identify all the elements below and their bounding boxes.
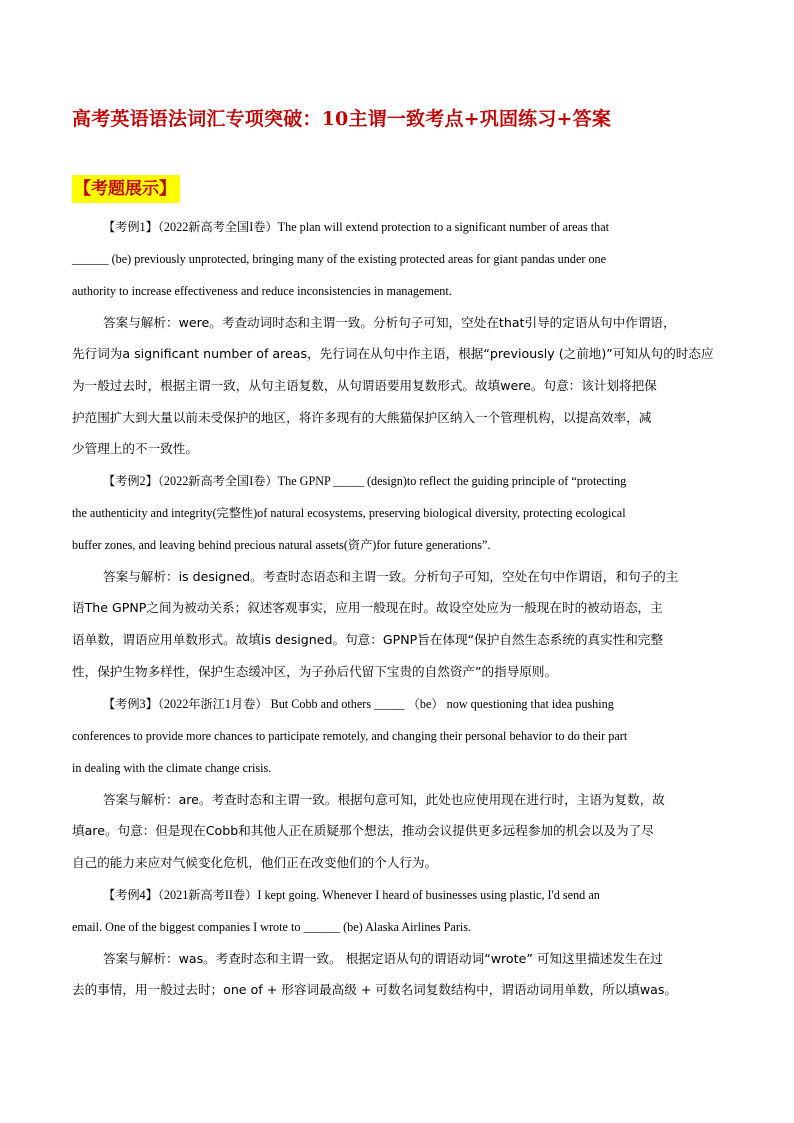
example-3-answer-line-2: 填are。句意：但是现在Cobb和其他人正在质疑那个想法，推动会议提供更多远程参加的机会以及为了尽 <box>72 823 654 838</box>
example-2-question-line-3: buffer zones, and leaving behind precious natural assets(资产)for future generations”. <box>72 538 491 552</box>
section-heading: 【考题展示】 <box>72 175 180 203</box>
example-4-question-line-1: 【考例4】（2021新高考II卷）I kept going. Whenever I heard of businesses using plastic, I'd send an <box>103 888 600 902</box>
example-2-answer-line-4: 性，保护生物多样性，保护生态缓冲区，为子孙后代留下宝贵的自然资产”的指导原则。 <box>72 664 558 679</box>
example-2-answer-line-3: 语单数，谓语应用单数形式。故填is designed。句意：GPNP旨在体现“保护自然生态系统的真实性和完整 <box>72 632 664 647</box>
example-2-answer-line-1: 答案与解析：is designed。考查时态语态和主谓一致。分析句子可知，空处在句中作谓语，和句子的主 <box>103 569 679 584</box>
example-3-answer-line-3: 自己的能力来应对气候变化危机，他们正在改变他们的个人行为。 <box>72 855 438 870</box>
example-1-answer-line-2: 先行词为a significant number of areas，先行词在从句中作主语，根据“previously (之前地)”可知从句的时态应 <box>72 346 714 361</box>
example-2-answer-line-2: 语The GPNP之间为被动关系；叙述客观事实，应用一般现在时。故设空处应为一般现在时的被动语态，主 <box>72 600 663 615</box>
example-1-question-line-1: 【考例1】（2022新高考全国I卷）The plan will extend protection to a significant number of areas that <box>103 220 610 234</box>
example-1-question-line-3: authority to increase effectiveness and reduce inconsistencies in management. <box>72 284 452 298</box>
example-4-question-line-2: email. One of the biggest companies I wrote to ______ (be) Alaska Airlines Paris. <box>72 920 472 934</box>
example-1-answer-line-4: 护范围扩大到大量以前未受保护的地区，将许多现有的大熊猫保护区纳入一个管理机构，以提高效率，减 <box>72 410 652 425</box>
document-title: 高考英语语法词汇专项突破：10主谓一致考点+巩固练习+答案 <box>72 108 612 130</box>
example-4-answer-line-1: 答案与解析：was。考查时态和主谓一致。 根据定语从句的谓语动词“wrote” 可知这里描述发生在过 <box>103 951 663 966</box>
example-2-question-line-2: the authenticity and integrity(完整性)of natural ecosystems, preserving biological diversity, protecting ecological <box>72 506 626 520</box>
example-3-question-line-2: conferences to provide more chances to participate remotely, and changing their personal behavior to do their part <box>72 729 628 743</box>
example-1-answer-line-1: 答案与解析：were。考查动词时态和主谓一致。分析句子可知，空处在that引导的定语从句中作谓语， <box>103 315 676 330</box>
example-3-question-line-1: 【考例3】（2022年浙江1月卷） But Cobb and others _____ （be） now questioning that idea pushing <box>103 697 614 711</box>
example-1-answer-line-5: 少管理上的不一致性。 <box>72 441 198 456</box>
example-4-answer-line-2: 去的事情，用一般过去时；one of + 形容词最高级 + 可数名词复数结构中，谓语动词用单数，所以填was。 <box>72 982 678 997</box>
example-3-question-line-3: in dealing with the climate change crisis. <box>72 761 272 775</box>
example-2-question-line-1: 【考例2】（2022新高考全国I卷）The GPNP _____ (design)to reflect the guiding principle of “protecting <box>103 474 627 488</box>
example-3-answer-line-1: 答案与解析：are。考查时态和主谓一致。根据句意可知，此处也应使用现在进行时，主语为复数，故 <box>103 792 665 807</box>
example-1-answer-line-3: 为一般过去时，根据主谓一致，从句主语复数，从句谓语要用复数形式。故填were。句意：该计划将把保 <box>72 378 657 393</box>
example-1-question-line-2: ______ (be) previously unprotected, bringing many of the existing protected areas for giant pandas under one <box>72 252 607 266</box>
